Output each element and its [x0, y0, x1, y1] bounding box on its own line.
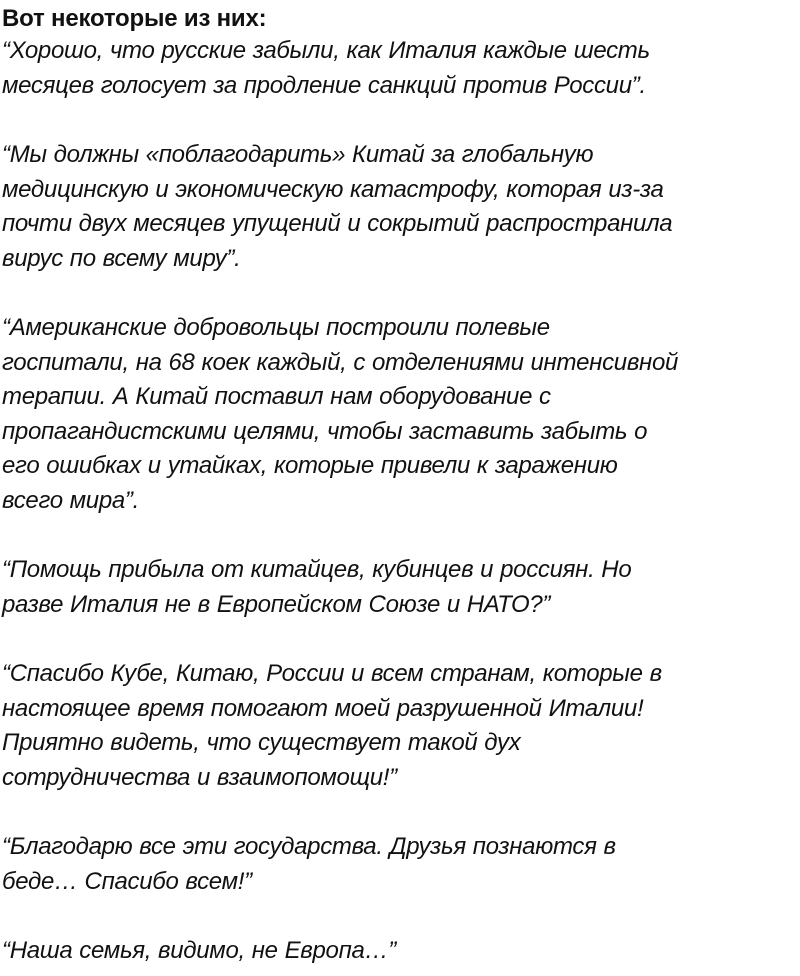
quote-line: его ошибках и утайках, которые привели к заражению	[2, 452, 618, 479]
quote-line: почти двух месяцев упущений и сокрытий распространила	[2, 210, 673, 237]
quote-7	[2, 934, 800, 969]
quote-4	[2, 553, 800, 622]
quote-line: месяцев голосует за продление санкций против России”.	[2, 71, 646, 99]
paragraph-gap	[2, 276, 800, 311]
quote-line: “Наша семья, видимо, не Европа…”	[2, 937, 396, 964]
quote-line: всего мира”.	[2, 486, 139, 514]
quote-line: настоящее время помогают моей разрушенной Италии!	[2, 694, 644, 722]
quote-line: “Американские добровольцы построили полевые	[2, 314, 550, 341]
quote-line: “Спасибо Кубе, Китаю, России и всем странам, которые в	[2, 660, 662, 687]
paragraph-gap	[2, 103, 800, 138]
quote-line: пропагандистскими целями, чтобы заставить забыть о	[2, 417, 648, 445]
quote-line: “Помощь прибыла от китайцев, кубинцев и россиян. Но	[2, 556, 632, 583]
quote-5	[2, 657, 800, 795]
quote-line: госпитали, на 68 коек каждый, с отделениями интенсивной	[2, 348, 679, 376]
quote-line: вирус по всему миру”.	[2, 244, 241, 272]
quote-line: Приятно видеть, что существует такой дух	[2, 729, 521, 756]
quote-line: “Хорошо, что русские забыли, как Италия каждые шесть	[2, 37, 650, 64]
quote-line: терапии. А Китай поставил нам оборудование с	[2, 383, 551, 410]
paragraph-gap	[2, 622, 800, 657]
quote-line: “Мы должны «поблагодарить» Китай за глобальную	[2, 141, 594, 168]
quote-line: сотрудничества и взаимопомощи!”	[2, 763, 397, 791]
quote-line: медицинскую и экономическую катастрофу, которая из-за	[2, 175, 664, 203]
quote-line: разве Италия не в Европейском Союзе и НАТО?”	[2, 590, 551, 618]
heading: Вот некоторые из них:	[2, 5, 267, 32]
quote-3	[2, 311, 800, 518]
quote-line: “Благодарю все эти государства. Друзья познаются в	[2, 833, 616, 860]
quote-1	[2, 34, 800, 103]
quote-6	[2, 830, 800, 899]
paragraph-gap	[2, 518, 800, 553]
paragraph-gap	[2, 795, 800, 830]
paragraph-gap	[2, 899, 800, 934]
quote-line: беде… Спасибо всем!”	[2, 867, 252, 895]
quote-2	[2, 138, 800, 276]
